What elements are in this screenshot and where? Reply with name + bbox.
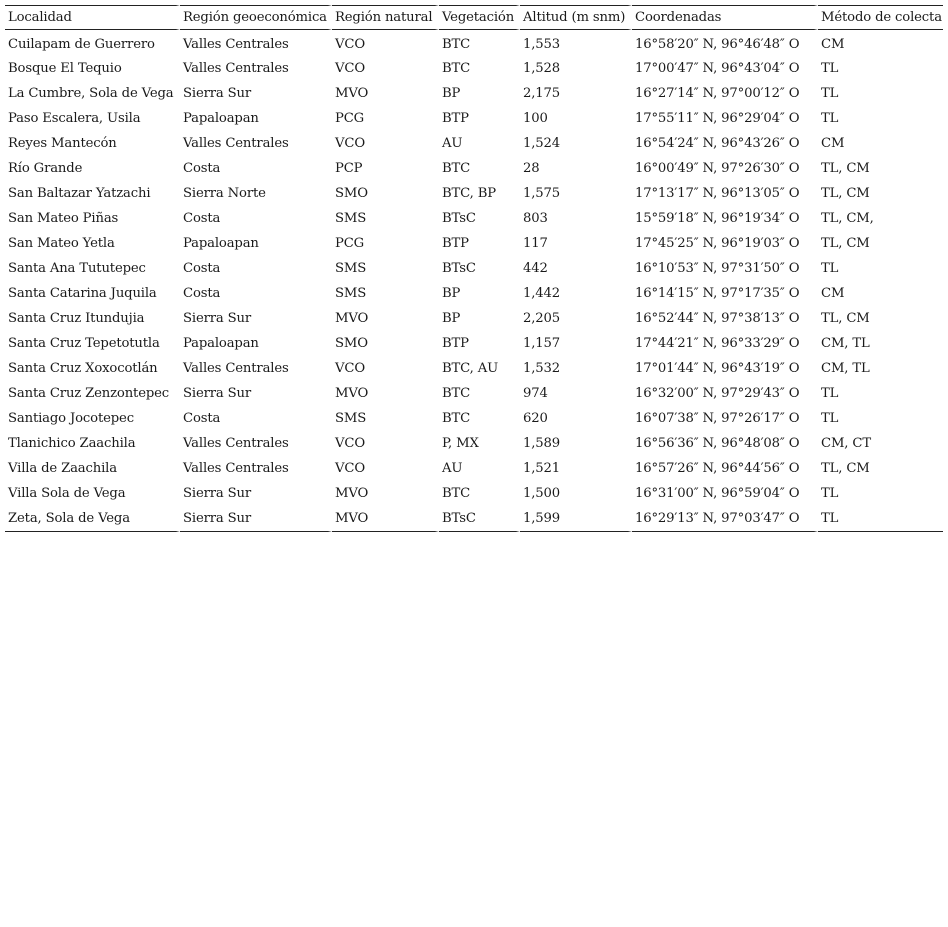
cell-coordenadas: 16°14′15″ N, 97°17′35″ O (632, 281, 818, 306)
cell-altitud: 1,528 (520, 56, 632, 81)
cell-region-geoeconomica: Valles Centrales (180, 456, 332, 481)
cell-vegetacion: BTP (439, 231, 520, 256)
table-row (5, 356, 943, 381)
cell-localidad: Santa Cruz Zenzontepec (5, 381, 180, 406)
cell-region-natural: SMS (332, 281, 439, 306)
table-row (5, 181, 943, 206)
cell-altitud: 1,575 (520, 181, 632, 206)
cell-metodo-colecta: TL, CM (821, 311, 870, 326)
cell-localidad: Santiago Jocotepec (5, 406, 180, 431)
cell-metodo-colecta: TL, CM (821, 236, 870, 251)
cell-vegetacion: BTsC (439, 256, 520, 281)
cell-coordenadas: 17°13′17″ N, 96°13′05″ O (632, 181, 818, 206)
cell-region-geoeconomica: Costa (180, 206, 332, 231)
cell-region-natural: PCG (332, 106, 439, 131)
table-row (5, 281, 943, 306)
cell-region-geoeconomica: Sierra Norte (180, 181, 332, 206)
cell-region-geoeconomica: Valles Centrales (180, 30, 332, 56)
cell-altitud: 1,521 (520, 456, 632, 481)
cell-region-geoeconomica: Costa (180, 256, 332, 281)
cell-vegetacion: BP (439, 81, 520, 106)
cell-region-geoeconomica: Sierra Sur (180, 306, 332, 331)
cell-region-natural: SMS (332, 206, 439, 231)
cell-altitud: 803 (520, 206, 632, 231)
cell-altitud: 974 (520, 381, 632, 406)
cell-coordenadas: 16°56′36″ N, 96°48′08″ O (632, 431, 818, 456)
header-metodo-colecta: Método de colecta (818, 5, 943, 30)
table-row (5, 431, 943, 456)
cell-altitud: 620 (520, 406, 632, 431)
cell-region-natural: VCO (332, 356, 439, 381)
cell-vegetacion: AU (439, 456, 520, 481)
cell-localidad: Reyes Mantecón (5, 131, 180, 156)
cell-localidad: Zeta, Sola de Vega (5, 506, 180, 532)
cell-vegetacion: BTP (439, 106, 520, 131)
cell-vegetacion: BTC (439, 56, 520, 81)
table-row (5, 231, 943, 256)
cell-altitud: 1,599 (520, 506, 632, 532)
cell-localidad: San Baltazar Yatzachi (5, 181, 180, 206)
cell-coordenadas: 16°31′00″ N, 96°59′04″ O (632, 481, 818, 506)
cell-region-geoeconomica: Sierra Sur (180, 81, 332, 106)
table-row (5, 256, 943, 281)
cell-metodo-colecta: TL (821, 111, 839, 126)
cell-coordenadas: 17°00′47″ N, 96°43′04″ O (632, 56, 818, 81)
cell-localidad: Santa Catarina Juquila (5, 281, 180, 306)
cell-region-natural: MVO (332, 481, 439, 506)
table-row (5, 481, 943, 506)
table-header (5, 5, 943, 30)
cell-region-natural: VCO (332, 30, 439, 56)
cell-localidad: Santa Cruz Xoxocotlán (5, 356, 180, 381)
cell-region-natural: PCP (332, 156, 439, 181)
table-row (5, 506, 943, 532)
cell-vegetacion: BP (439, 306, 520, 331)
cell-altitud: 2,205 (520, 306, 632, 331)
cell-region-geoeconomica: Sierra Sur (180, 481, 332, 506)
cell-metodo-colecta: TL (821, 261, 839, 276)
cell-region-geoeconomica: Sierra Sur (180, 381, 332, 406)
cell-region-natural: SMO (332, 181, 439, 206)
cell-altitud: 1,532 (520, 356, 632, 381)
cell-coordenadas: 16°00′49″ N, 97°26′30″ O (632, 156, 818, 181)
cell-metodo-colecta: TL (818, 506, 943, 532)
cell-metodo-colecta: CM (821, 37, 845, 52)
cell-altitud: 1,553 (520, 30, 632, 56)
header-row (5, 5, 943, 30)
cell-metodo-colecta: TL (821, 86, 839, 101)
cell-region-natural: VCO (332, 56, 439, 81)
table-row (5, 306, 943, 331)
cell-region-geoeconomica: Valles Centrales (180, 356, 332, 381)
cell-coordenadas: 16°27′14″ N, 97°00′12″ O (632, 81, 818, 106)
cell-vegetacion: BTC, BP (439, 181, 520, 206)
cell-altitud: 117 (520, 231, 632, 256)
cell-metodo-colecta: TL, CM (821, 461, 870, 476)
cell-metodo-colecta: CM, CT (821, 436, 871, 451)
header-region-geoeconomica: Región geoeconómica (180, 5, 332, 30)
cell-coordenadas: 15°59′18″ N, 96°19′34″ O (632, 206, 818, 231)
cell-localidad: Villa de Zaachila (5, 456, 180, 481)
cell-localidad: Río Grande (5, 156, 180, 181)
cell-coordenadas: 16°52′44″ N, 97°38′13″ O (632, 306, 818, 331)
cell-localidad: Villa Sola de Vega (5, 481, 180, 506)
cell-altitud: 2,175 (520, 81, 632, 106)
cell-region-geoeconomica: Valles Centrales (180, 431, 332, 456)
cell-altitud: 28 (520, 156, 632, 181)
cell-metodo-colecta: TL, CM (821, 161, 870, 176)
cell-vegetacion: BP (439, 281, 520, 306)
cell-localidad: Paso Escalera, Usila (5, 106, 180, 131)
cell-region-geoeconomica: Papaloapan (180, 231, 332, 256)
cell-coordenadas: 17°55′11″ N, 96°29′04″ O (632, 106, 818, 131)
header-localidad: Localidad (5, 5, 180, 30)
cell-vegetacion: BTsC (439, 206, 520, 231)
cell-altitud: 1,524 (520, 131, 632, 156)
cell-region-natural: VCO (332, 131, 439, 156)
table-row (5, 30, 943, 56)
cell-localidad: San Mateo Piñas (5, 206, 180, 231)
header-region-natural: Región natural (332, 5, 439, 30)
localities-table (5, 5, 943, 532)
cell-metodo-colecta: CM (821, 136, 845, 151)
cell-region-natural: VCO (332, 456, 439, 481)
cell-vegetacion: BTC (439, 381, 520, 406)
cell-metodo-colecta: CM, TL (821, 361, 870, 376)
cell-metodo-colecta: TL (821, 486, 839, 501)
cell-coordenadas: 16°32′00″ N, 97°29′43″ O (632, 381, 818, 406)
cell-altitud: 100 (520, 106, 632, 131)
cell-metodo-colecta: TL (821, 411, 839, 426)
cell-region-geoeconomica: Papaloapan (180, 331, 332, 356)
cell-altitud: 1,589 (520, 431, 632, 456)
header-coordenadas: Coordenadas (632, 5, 818, 30)
cell-region-geoeconomica: Papaloapan (180, 106, 332, 131)
cell-localidad: Santa Cruz Tepetotutla (5, 331, 180, 356)
cell-metodo-colecta: TL (821, 386, 839, 401)
table-row (5, 81, 943, 106)
cell-metodo-colecta: TL, CM (821, 186, 870, 201)
cell-region-natural: VCO (332, 431, 439, 456)
table-row (5, 406, 943, 431)
cell-vegetacion: BTC (439, 406, 520, 431)
cell-region-geoeconomica: Costa (180, 406, 332, 431)
cell-altitud: 442 (520, 256, 632, 281)
cell-region-geoeconomica: Costa (180, 156, 332, 181)
cell-localidad: San Mateo Yetla (5, 231, 180, 256)
cell-vegetacion: BTC (439, 481, 520, 506)
cell-coordenadas: 17°44′21″ N, 96°33′29″ O (632, 331, 818, 356)
cell-metodo-colecta: CM (821, 286, 845, 301)
cell-coordenadas: 16°10′53″ N, 97°31′50″ O (632, 256, 818, 281)
cell-region-natural: MVO (332, 306, 439, 331)
cell-localidad: Tlanichico Zaachila (5, 431, 180, 456)
cell-region-geoeconomica: Valles Centrales (180, 56, 332, 81)
cell-region-natural: MVO (332, 381, 439, 406)
table-row (5, 331, 943, 356)
cell-vegetacion: BTC (439, 30, 520, 56)
cell-vegetacion: BTC, AU (439, 356, 520, 381)
header-altitud: Altitud (m snm) (520, 5, 632, 30)
cell-vegetacion: BTsC (439, 506, 520, 532)
cell-localidad: Bosque El Tequio (5, 56, 180, 81)
table-row (5, 381, 943, 406)
cell-localidad: La Cumbre, Sola de Vega (5, 81, 180, 106)
table-row (5, 56, 943, 81)
table-row (5, 206, 943, 231)
cell-coordenadas: 16°07′38″ N, 97°26′17″ O (632, 406, 818, 431)
cell-vegetacion: P, MX (439, 431, 520, 456)
cell-coordenadas: 17°01′44″ N, 96°43′19″ O (632, 356, 818, 381)
cell-vegetacion: AU (439, 131, 520, 156)
cell-metodo-colecta: CM, TL (821, 336, 870, 351)
cell-region-natural: SMS (332, 256, 439, 281)
cell-region-natural: SMO (332, 331, 439, 356)
cell-metodo-colecta: TL, CM, (821, 211, 874, 226)
cell-metodo-colecta: TL (821, 61, 839, 76)
cell-vegetacion: BTC (439, 156, 520, 181)
cell-altitud: 1,157 (520, 331, 632, 356)
cell-region-geoeconomica: Valles Centrales (180, 131, 332, 156)
cell-region-natural: PCG (332, 231, 439, 256)
data-table-container (5, 5, 943, 532)
cell-coordenadas: 16°58′20″ N, 96°46′48″ O (632, 30, 818, 56)
cell-region-natural: MVO (332, 81, 439, 106)
cell-coordenadas: 16°54′24″ N, 96°43′26″ O (632, 131, 818, 156)
cell-coordenadas: 17°45′25″ N, 96°19′03″ O (632, 231, 818, 256)
cell-coordenadas: 16°57′26″ N, 96°44′56″ O (632, 456, 818, 481)
cell-localidad: Santa Cruz Itundujia (5, 306, 180, 331)
table-row (5, 156, 943, 181)
cell-coordenadas: 16°29′13″ N, 97°03′47″ O (632, 506, 818, 532)
cell-vegetacion: BTP (439, 331, 520, 356)
cell-region-geoeconomica: Sierra Sur (180, 506, 332, 532)
cell-localidad: Santa Ana Tututepec (5, 256, 180, 281)
table-row (5, 456, 943, 481)
cell-region-natural: SMS (332, 406, 439, 431)
header-vegetacion: Vegetación (439, 5, 520, 30)
cell-region-natural: MVO (332, 506, 439, 532)
table-row (5, 131, 943, 156)
cell-region-geoeconomica: Costa (180, 281, 332, 306)
table-body (5, 30, 943, 532)
cell-altitud: 1,442 (520, 281, 632, 306)
cell-altitud: 1,500 (520, 481, 632, 506)
table-row (5, 106, 943, 131)
cell-localidad: Cuilapam de Guerrero (5, 30, 180, 56)
